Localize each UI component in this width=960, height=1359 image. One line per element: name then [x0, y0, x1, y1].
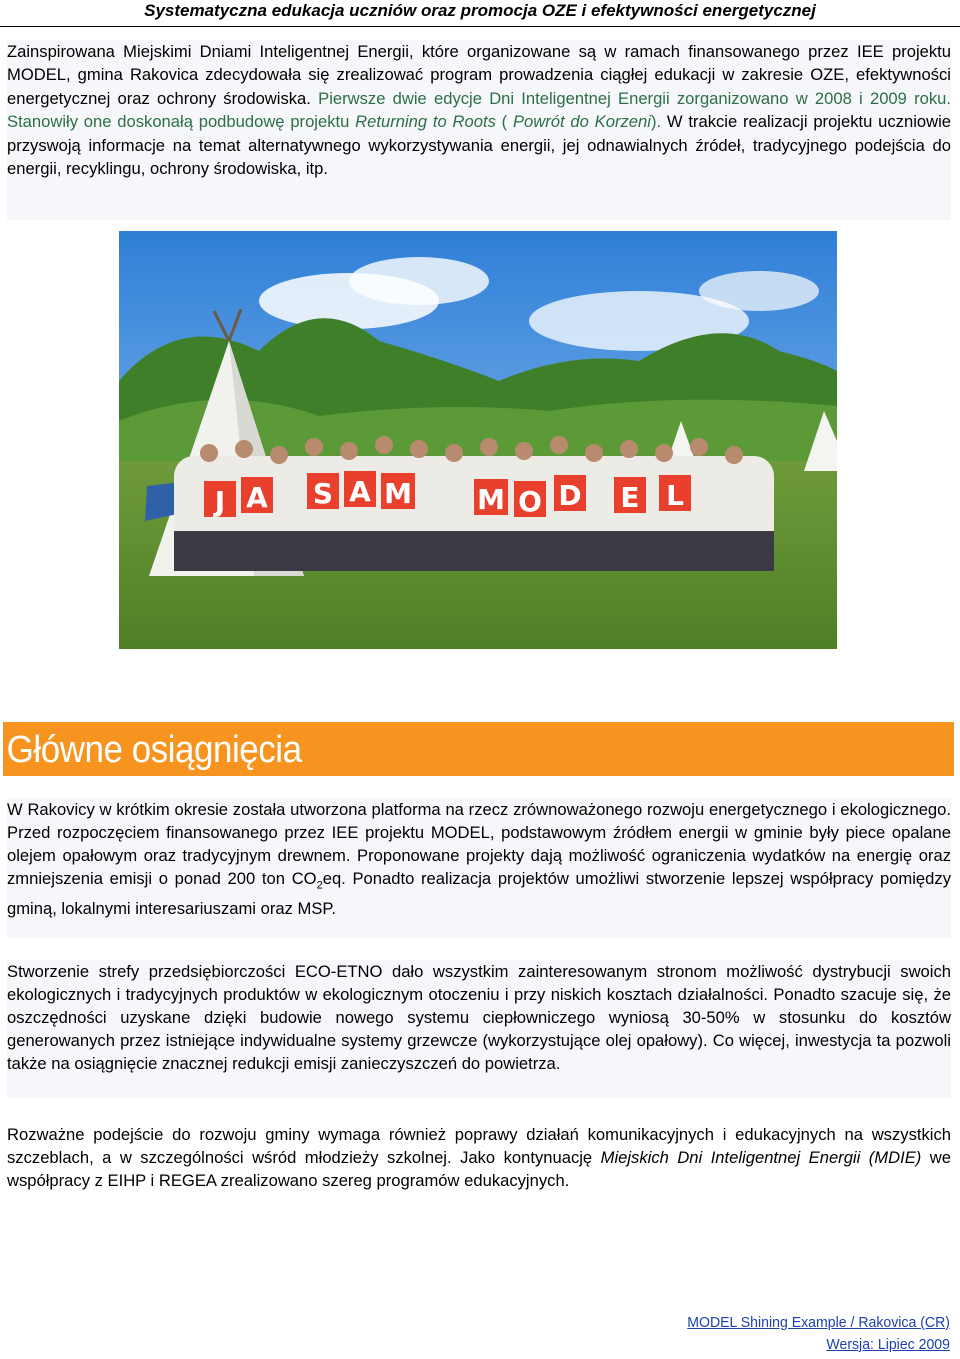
- sign-letter: O: [518, 485, 542, 518]
- intro-paragraph: [7, 40, 951, 180]
- intro-text-part1: Zainspirowana Miejskimi Dniami Inteligentnej Energii, które organizowane są w ramach finansowanego przez IEE projektu MODEL, gmina Rakovica zdecydowała się zrealizować program prowadzenia ciągłej edukacji w zakresie OZE, efektywności energetycznej oraz ochrony środowiska.: [7, 42, 951, 108]
- intro-text-part2: Pierwsze dwie edycje Dni Inteligentnej Energii zorganizowano w 2008 i 2009 roku. Stanowiły one doskonałą podbudowę projektu: [7, 88, 951, 132]
- paragraph-text-cont: eq. Ponadto realizacja projektów umożliwi stworzenie lepszej współpracy pomiędzy gminą, lokalnymi interesariuszami oraz MSP.: [7, 869, 951, 919]
- header-title: Systematyczna edukacja uczniów oraz promocja OZE i efektywności energetycznej: [144, 1, 816, 20]
- achievements-paragraph-1: [7, 798, 951, 938]
- intro-text-part5: W trakcie realizacji projektu uczniowie przyswoją informacje na temat alternatywnego wykorzystywania energii, jej odnawialnych źródeł, tradycyjnego podejścia do energii, recyklingu, ochrony środowiska, itp.: [7, 112, 952, 179]
- paragraph-text-cont: we współpracy z EIHP i REGEA zrealizowano szereg programów edukacyjnych.: [7, 1148, 951, 1190]
- achievements-paragraph-2: [7, 960, 951, 1098]
- project-name-en: Returning to Roots: [355, 112, 496, 132]
- footer-version[interactable]: Wersja: Lipiec 2009: [826, 1336, 950, 1353]
- intro-text-part4: ).: [650, 112, 667, 132]
- sign-letter: S: [312, 477, 334, 510]
- sign-letter: M: [384, 477, 412, 510]
- sign-letter: D: [558, 479, 582, 512]
- intro-text-part3: (: [495, 112, 513, 132]
- paragraph-text: W Rakovicy w krótkim okresie została utworzona platforma na rzecz zrównoważonego rozwoju energetycznego i ekologicznego. Przed rozpoczęciem finansowanego przez IEE projektu MODEL, podstawowym źródłem energii w gminie były piece opalane olejem opałowym oraz tradycyjnym drewnem. Proponowane projekty dają możliwość ograniczenia wydatków na energię oraz zmniejszenia emisji o ponad 200 ton CO: [7, 800, 951, 888]
- group-photo: [119, 231, 837, 649]
- sign-letter: L: [666, 479, 684, 512]
- subscript: 2: [316, 879, 323, 892]
- sign-letter: J: [214, 485, 226, 518]
- sign-letter: E: [620, 481, 640, 514]
- page-header: [0, 0, 960, 27]
- section-heading-bar: [3, 722, 954, 776]
- footer-document-title[interactable]: MODEL Shining Example / Rakovica (CR): [687, 1314, 950, 1331]
- sign-letter: M: [477, 483, 505, 516]
- group-photo-illustration: [119, 231, 837, 649]
- section-heading: Główne osiągnięcia: [6, 729, 302, 771]
- event-name: Miejskich Dni Inteligentnej Energii (MDIE): [600, 1148, 922, 1167]
- intro-section: [7, 40, 951, 220]
- project-name-pl: Powrót do Korzeni: [512, 112, 651, 132]
- paragraph: Stworzenie strefy przedsiębiorczości ECO-ETNO dało wszystkim zainteresowanym stronom możliwość dystrybucji swoich ekologicznych i tradycyjnych produktów w ekologicznym otoczeniu i przy niskich kosztach działalności. Ponadto szacuje się, że oszczędności uzyskane dzięki budowie nowego systemu ciepłowniczego wyniosą 30-50% w stosunku do kosztów generowanych przez istniejące indywidualne systemy grzewcze (wykorzystujące olej opałowy). Co więcej, inwestycja ta pozwoli także na osiągnięcie znacznej redukcji emisji zanieczyszczeń do powietrza.: [7, 962, 951, 1073]
- paragraph-text: Rozważne podejście do rozwoju gminy wymaga również poprawy działań komunikacyjnych i edukacyjnych na wszystkich szczeblach, a w szczególności wśród młodzieży szkolnej. Jako kontynuację: [7, 1125, 951, 1167]
- sign-letter: A: [246, 481, 268, 514]
- paragraph: [7, 1123, 951, 1192]
- achievements-paragraph-3: [7, 1123, 951, 1219]
- paragraph: [7, 798, 951, 920]
- sign-letter: A: [349, 475, 371, 508]
